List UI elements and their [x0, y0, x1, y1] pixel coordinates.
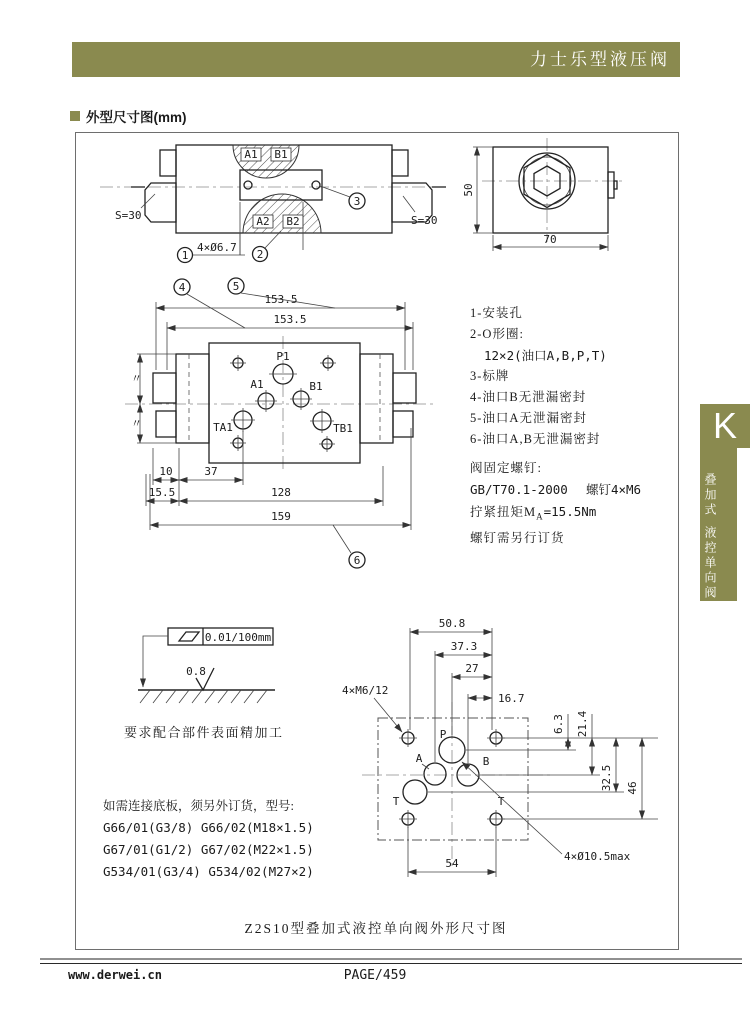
valve-top-view-drawing	[85, 138, 455, 270]
svg-text:1: 1	[181, 249, 189, 262]
port-b1	[290, 380, 323, 410]
right-dim-chain	[428, 710, 658, 819]
subplate-model: G67/01(G1/2) G67/02(M22×1.5)	[103, 842, 314, 857]
svg-text:B: B	[482, 755, 490, 768]
svg-text:6.3: 6.3	[552, 714, 565, 734]
valve-plan-view-drawing	[85, 278, 480, 573]
svg-text:〃: 〃	[131, 417, 142, 430]
chapter-tab-label	[700, 448, 737, 601]
svg-text:16.7: 16.7	[498, 692, 525, 705]
svg-text:〃: 〃	[131, 372, 142, 385]
balloon-6	[333, 525, 365, 568]
svg-text:2: 2	[256, 248, 264, 261]
port-ta1	[213, 408, 255, 434]
svg-text:10: 10	[159, 465, 173, 478]
svg-text:T: T	[392, 795, 400, 808]
svg-text:4×M6/12: 4×M6/12	[342, 684, 389, 697]
port-circles	[393, 728, 505, 808]
top-port-hatch	[233, 145, 299, 178]
legend-notes	[470, 303, 675, 549]
svg-text:A: A	[415, 752, 423, 765]
svg-text:21.4: 21.4	[576, 710, 589, 738]
dim-50	[462, 147, 493, 233]
svg-text:70: 70	[543, 233, 557, 246]
footer-page-number: PAGE/459	[343, 968, 407, 983]
svg-text:0.01/100mm: 0.01/100mm	[204, 631, 272, 644]
svg-text:37: 37	[204, 465, 218, 478]
dim-70	[493, 233, 608, 251]
svg-text:A1: A1	[250, 378, 264, 391]
svg-text:46: 46	[626, 781, 639, 795]
surface-line	[138, 690, 275, 703]
footer-divider	[40, 958, 742, 964]
svg-text:5: 5	[232, 280, 240, 293]
note-item: 3-标牌	[470, 369, 510, 383]
note-item: 6-油口A,B无泄漏密封	[470, 432, 601, 446]
svg-text:A2: A2	[256, 215, 270, 228]
svg-text:TA1: TA1	[213, 421, 233, 434]
tab-text-left: 液控单向阀	[703, 525, 717, 601]
balloon-2	[253, 231, 282, 262]
bolt-hole	[319, 436, 335, 452]
surface-caption: 要求配合部件表面精加工	[124, 725, 284, 740]
bolt-hole	[230, 355, 246, 371]
balloon-1-mounting-holes	[178, 233, 246, 263]
svg-text:15.5: 15.5	[148, 486, 176, 499]
svg-text:37.3: 37.3	[450, 640, 478, 653]
screw-title: 阀固定螺钉:	[470, 461, 542, 475]
svg-text:P: P	[439, 728, 447, 741]
mounting-face-boundary	[378, 718, 528, 840]
surface-finish-callout	[110, 615, 310, 715]
header-banner	[72, 42, 680, 77]
note-item: 5-油口A无泄漏密封	[470, 411, 587, 425]
screw-spec-line: GB/T70.1-2000 螺钉4×M6	[470, 482, 642, 497]
svg-text:T: T	[497, 795, 505, 808]
figure-caption: Z2S10型叠加式液控单向阀外形尺寸图	[244, 921, 508, 936]
svg-text:4: 4	[178, 281, 186, 294]
note-item: 1-安装孔	[470, 306, 523, 320]
svg-text:50: 50	[462, 183, 475, 197]
svg-text:153.5: 153.5	[273, 313, 307, 326]
svg-text:S=30: S=30	[411, 214, 438, 227]
valve-end-view-drawing	[460, 138, 675, 263]
square-bullet-icon	[70, 111, 80, 121]
top-dim-chain	[410, 617, 525, 763]
svg-text:P1: P1	[276, 350, 290, 363]
tab-text-right: 叠加式	[703, 472, 717, 518]
note-item: 12×2(油口A,B,P,T)	[484, 348, 607, 363]
roughness-symbol-icon	[186, 665, 214, 690]
bolt-hole	[230, 435, 246, 451]
svg-text:4×Ø6.7: 4×Ø6.7	[197, 241, 237, 254]
subplate-order-info	[103, 795, 314, 883]
torque-line: 拧紧扭矩$M_A=15.5Nm$	[470, 504, 597, 522]
balloon-3	[320, 186, 365, 209]
svg-text:B1: B1	[274, 148, 288, 161]
subplate-intro: 如需连接底板，须另外订货，型号:	[103, 799, 294, 813]
svg-text:54: 54	[445, 857, 459, 870]
flatness-frame	[168, 628, 273, 645]
bottom-port-hatch	[240, 194, 321, 255]
mounting-face-drawing	[340, 610, 680, 910]
svg-text:4×Ø10.5max: 4×Ø10.5max	[564, 850, 631, 863]
svg-text:128: 128	[271, 486, 291, 499]
svg-text:0.8: 0.8	[186, 665, 206, 678]
svg-text:6: 6	[353, 554, 361, 567]
screw-order-line: 螺钉需另行订货	[470, 530, 565, 545]
svg-text:B2: B2	[286, 215, 300, 228]
chapter-tab-k: K	[700, 404, 750, 448]
svg-text:B1: B1	[309, 380, 323, 393]
flatness-symbol-icon	[179, 632, 199, 641]
body-outline	[493, 147, 617, 233]
dim-153-inner	[167, 313, 413, 370]
note-item: 4-油口B无泄漏密封	[470, 390, 587, 404]
svg-text:A1: A1	[244, 148, 258, 161]
leader	[143, 636, 168, 687]
note-item: 2-O形圈:	[470, 327, 524, 341]
bolt-hole	[320, 355, 336, 371]
centerlines	[362, 702, 552, 870]
balloons-4-5	[174, 278, 335, 328]
port-tb1	[310, 409, 353, 435]
svg-text:S=30: S=30	[115, 209, 142, 222]
subplate-model: G66/01(G3/8) G66/02(M18×1.5)	[103, 820, 314, 835]
svg-text:32.5: 32.5	[600, 764, 613, 792]
svg-text:27: 27	[465, 662, 479, 675]
page-title: 力士乐型液压阀	[530, 50, 670, 69]
footer-website: www.derwei.cn	[68, 968, 162, 982]
port-a1	[250, 378, 277, 412]
svg-text:TB1: TB1	[333, 422, 353, 435]
svg-text:153.5: 153.5	[264, 293, 298, 306]
svg-text:50.8: 50.8	[438, 617, 466, 630]
svg-text:3: 3	[353, 195, 361, 208]
label-4xm6	[342, 684, 402, 732]
svg-text:159: 159	[271, 510, 291, 523]
section-heading: 外型尺寸图(mm)	[70, 106, 187, 126]
subplate-model: G534/01(G3/4) G534/02(M27×2)	[103, 864, 314, 879]
